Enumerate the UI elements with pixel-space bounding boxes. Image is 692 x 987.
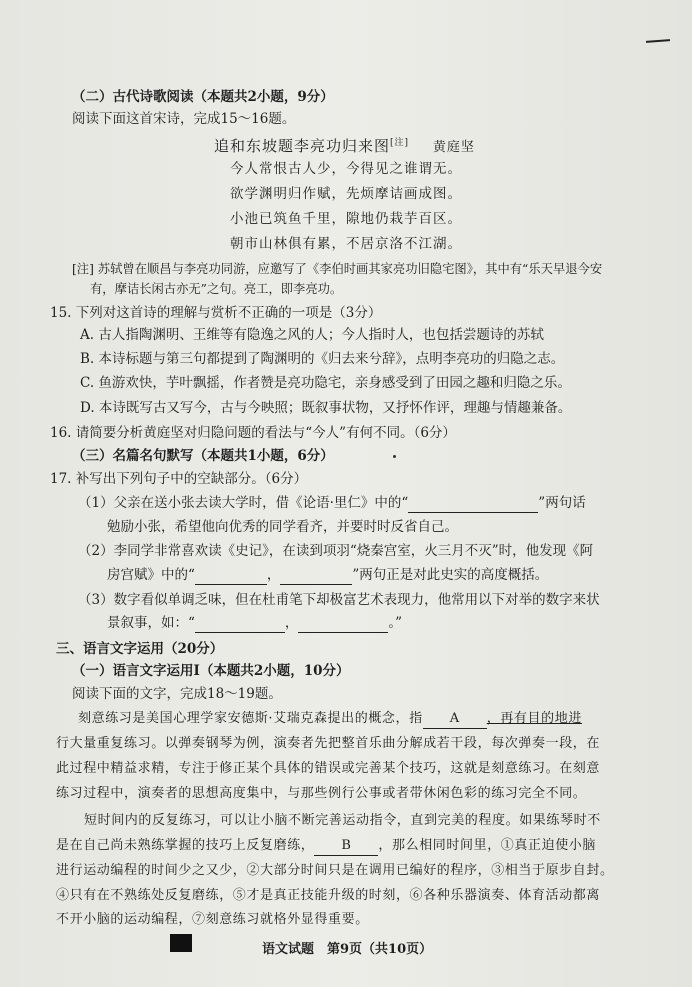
poem-line: 小池已筑鱼千里，隙地仍栽芋百区。 [230,211,462,227]
blank-a: A [423,710,487,729]
passage-para1-line-2: 行大量重复练习。以弹奏钢琴为例，演奏者先把整首乐曲分解成若干段，每次弹奏一段，在 [56,736,601,751]
passage-para2-line-5: 不开小脑的运动编程，⑦刻意练习就格外显得重要。 [56,912,369,927]
q17-item-1-line-1 [78,494,586,513]
passage-para2-line-2 [56,837,596,856]
answer-blank[interactable] [408,494,538,513]
answer-blank[interactable] [195,566,267,585]
passage-para1-line-3: 此过程中精益求精，专注于修正某个具体的错误或完善某个技巧，这就是刻意练习。在刻意 [56,761,601,776]
q17-1-text-a: （1）父亲在送小张去读大学时，借《论语·里仁》中的“ [78,495,409,511]
q17-item-3-line-1: （3）数字看似单调乏味，但在杜甫笔下却极富艺术表现力，他常用以下对举的数字来状 [78,592,600,608]
poem-note-line-1: [注] 苏轼曾在顺昌与李亮功同游，应邀写了《李伯时画其家亮功旧隐宅图》，其中有“乐天早退今安 [72,262,603,276]
q17-item-2-line-1: （2）李同学非常喜欢读《史记》，在读到项羽“烧秦宫室，火三月不灭”时，他发现《阿 [78,543,594,559]
poem-line: 朝市山林俱有累，不居京洛不江湖。 [230,236,462,252]
answer-blank[interactable] [298,614,388,633]
page-footer: 语文试题 第9页（共10页） [262,942,433,957]
question-15: 15. 下列对这首诗的理解与赏析不正确的一项是（3分） [50,305,382,321]
q15-option-b: B. 本诗标题与第三句都提到了陶渊明的《归去来兮辞》，点明李亮功的归隐之志。 [80,351,565,367]
answer-blank[interactable] [195,614,285,633]
para1-text-b: ，再有目的地进 [486,711,582,726]
q15-option-a: A. 古人指陶渊明、王维等有隐逸之风的人；今人指时人，也包括尝题诗的苏轼 [80,327,544,343]
q17-2-text-c: ， [266,567,281,583]
poem-title: 追和东坡题李亮功归来图 [214,137,391,155]
para2-text-b: ，那么相同时间里，①真正迫使小脑 [378,838,597,853]
q17-3-text-b: 景叙事，如：“ [107,615,195,631]
sub1-heading: （一）语言文字运用Ⅰ（本题共2小题，10分） [72,663,350,679]
passage-para2-line-3: 进行运动编程的时间少之又少，②大部分时间只是在调用已编好的程序，③相当于原步自封。 [56,863,614,878]
poem-line: 欲学渊明归作赋，先烦摩诘画成图。 [230,186,462,202]
part3-heading: 三、语言文字运用（20分） [56,641,224,657]
section2-heading: （二）古代诗歌阅读（本题共2小题，9分） [72,89,334,105]
q17-item-3-line-2 [107,614,402,633]
corner-mark [646,39,670,43]
question-17: 17. 补写出下列句子中的空缺部分。（6分） [50,471,308,487]
q15-option-c: C. 鱼游欢快，芋叶飘摇，作者赞是亮功隐宅，亲身感受到了田园之趣和归隐之乐。 [80,375,571,391]
poem-note-mark: [注] [390,138,410,148]
poem-title-line [214,134,475,157]
passage-para1-line-1 [78,710,582,729]
q15-option-d: D. 本诗既写古又写今，古与今映照；既叙事状物，又抒怀作评，理趣与情趣兼备。 [80,400,572,416]
q17-item-1-line-2: 勉励小张，希望他向优秀的同学看齐，并要时时反省自己。 [107,519,458,535]
poem-author: 黄庭坚 [432,140,475,155]
q17-3-text-d: 。” [388,615,403,631]
poem-line: 今人常恨古人少，今得见之谁谓无。 [230,161,462,177]
passage-para2-line-4: ④只有在不熟练处反复磨练，⑤才是真正技能升级的时刻，⑥各种乐器演奏、体育活动都离 [56,888,601,903]
q17-2-text-b: 房宫赋》中的“ [107,567,195,583]
passage-para1-line-4: 练习过程中，演奏者的思想高度集中，与那些例行公事或者带休闲色彩的练习完全不同。 [56,786,587,801]
stray-dot [393,455,396,458]
q17-2-text-d: ”两句正是对此史实的高度概括。 [352,567,549,583]
para1-text-a: 刻意练习是美国心理学家安德斯·艾瑞克森提出的概念，指 [78,711,423,726]
section2-intro: 阅读下面这首宋诗，完成15～16题。 [72,111,296,127]
poem-note-line-2: 有，摩诘长闲古亦无”之句。亮工，即李亮功。 [90,282,343,296]
section3-heading: （三）名篇名句默写（本题共1小题，6分） [72,448,334,464]
scan-marker [170,934,192,952]
para2-text-a: 是在自己尚未熟练掌握的技巧上反复磨练， [56,838,315,853]
answer-blank[interactable] [280,566,352,585]
q17-3-text-c: ， [284,615,299,631]
q17-item-2-line-2 [107,566,548,585]
q17-1-text-b: ”两句话 [538,495,586,511]
sub1-intro: 阅读下面的文字，完成18～19题。 [72,686,282,702]
question-16: 16. 请简要分析黄庭坚对归隐问题的看法与“今人”有何不同。（6分） [50,425,456,441]
blank-b: B [314,837,378,856]
passage-para2-line-1: 短时间内的反复练习，可以让小脑不断完善运动指令，直到完美的程度。如果练琴时不 [84,813,601,828]
